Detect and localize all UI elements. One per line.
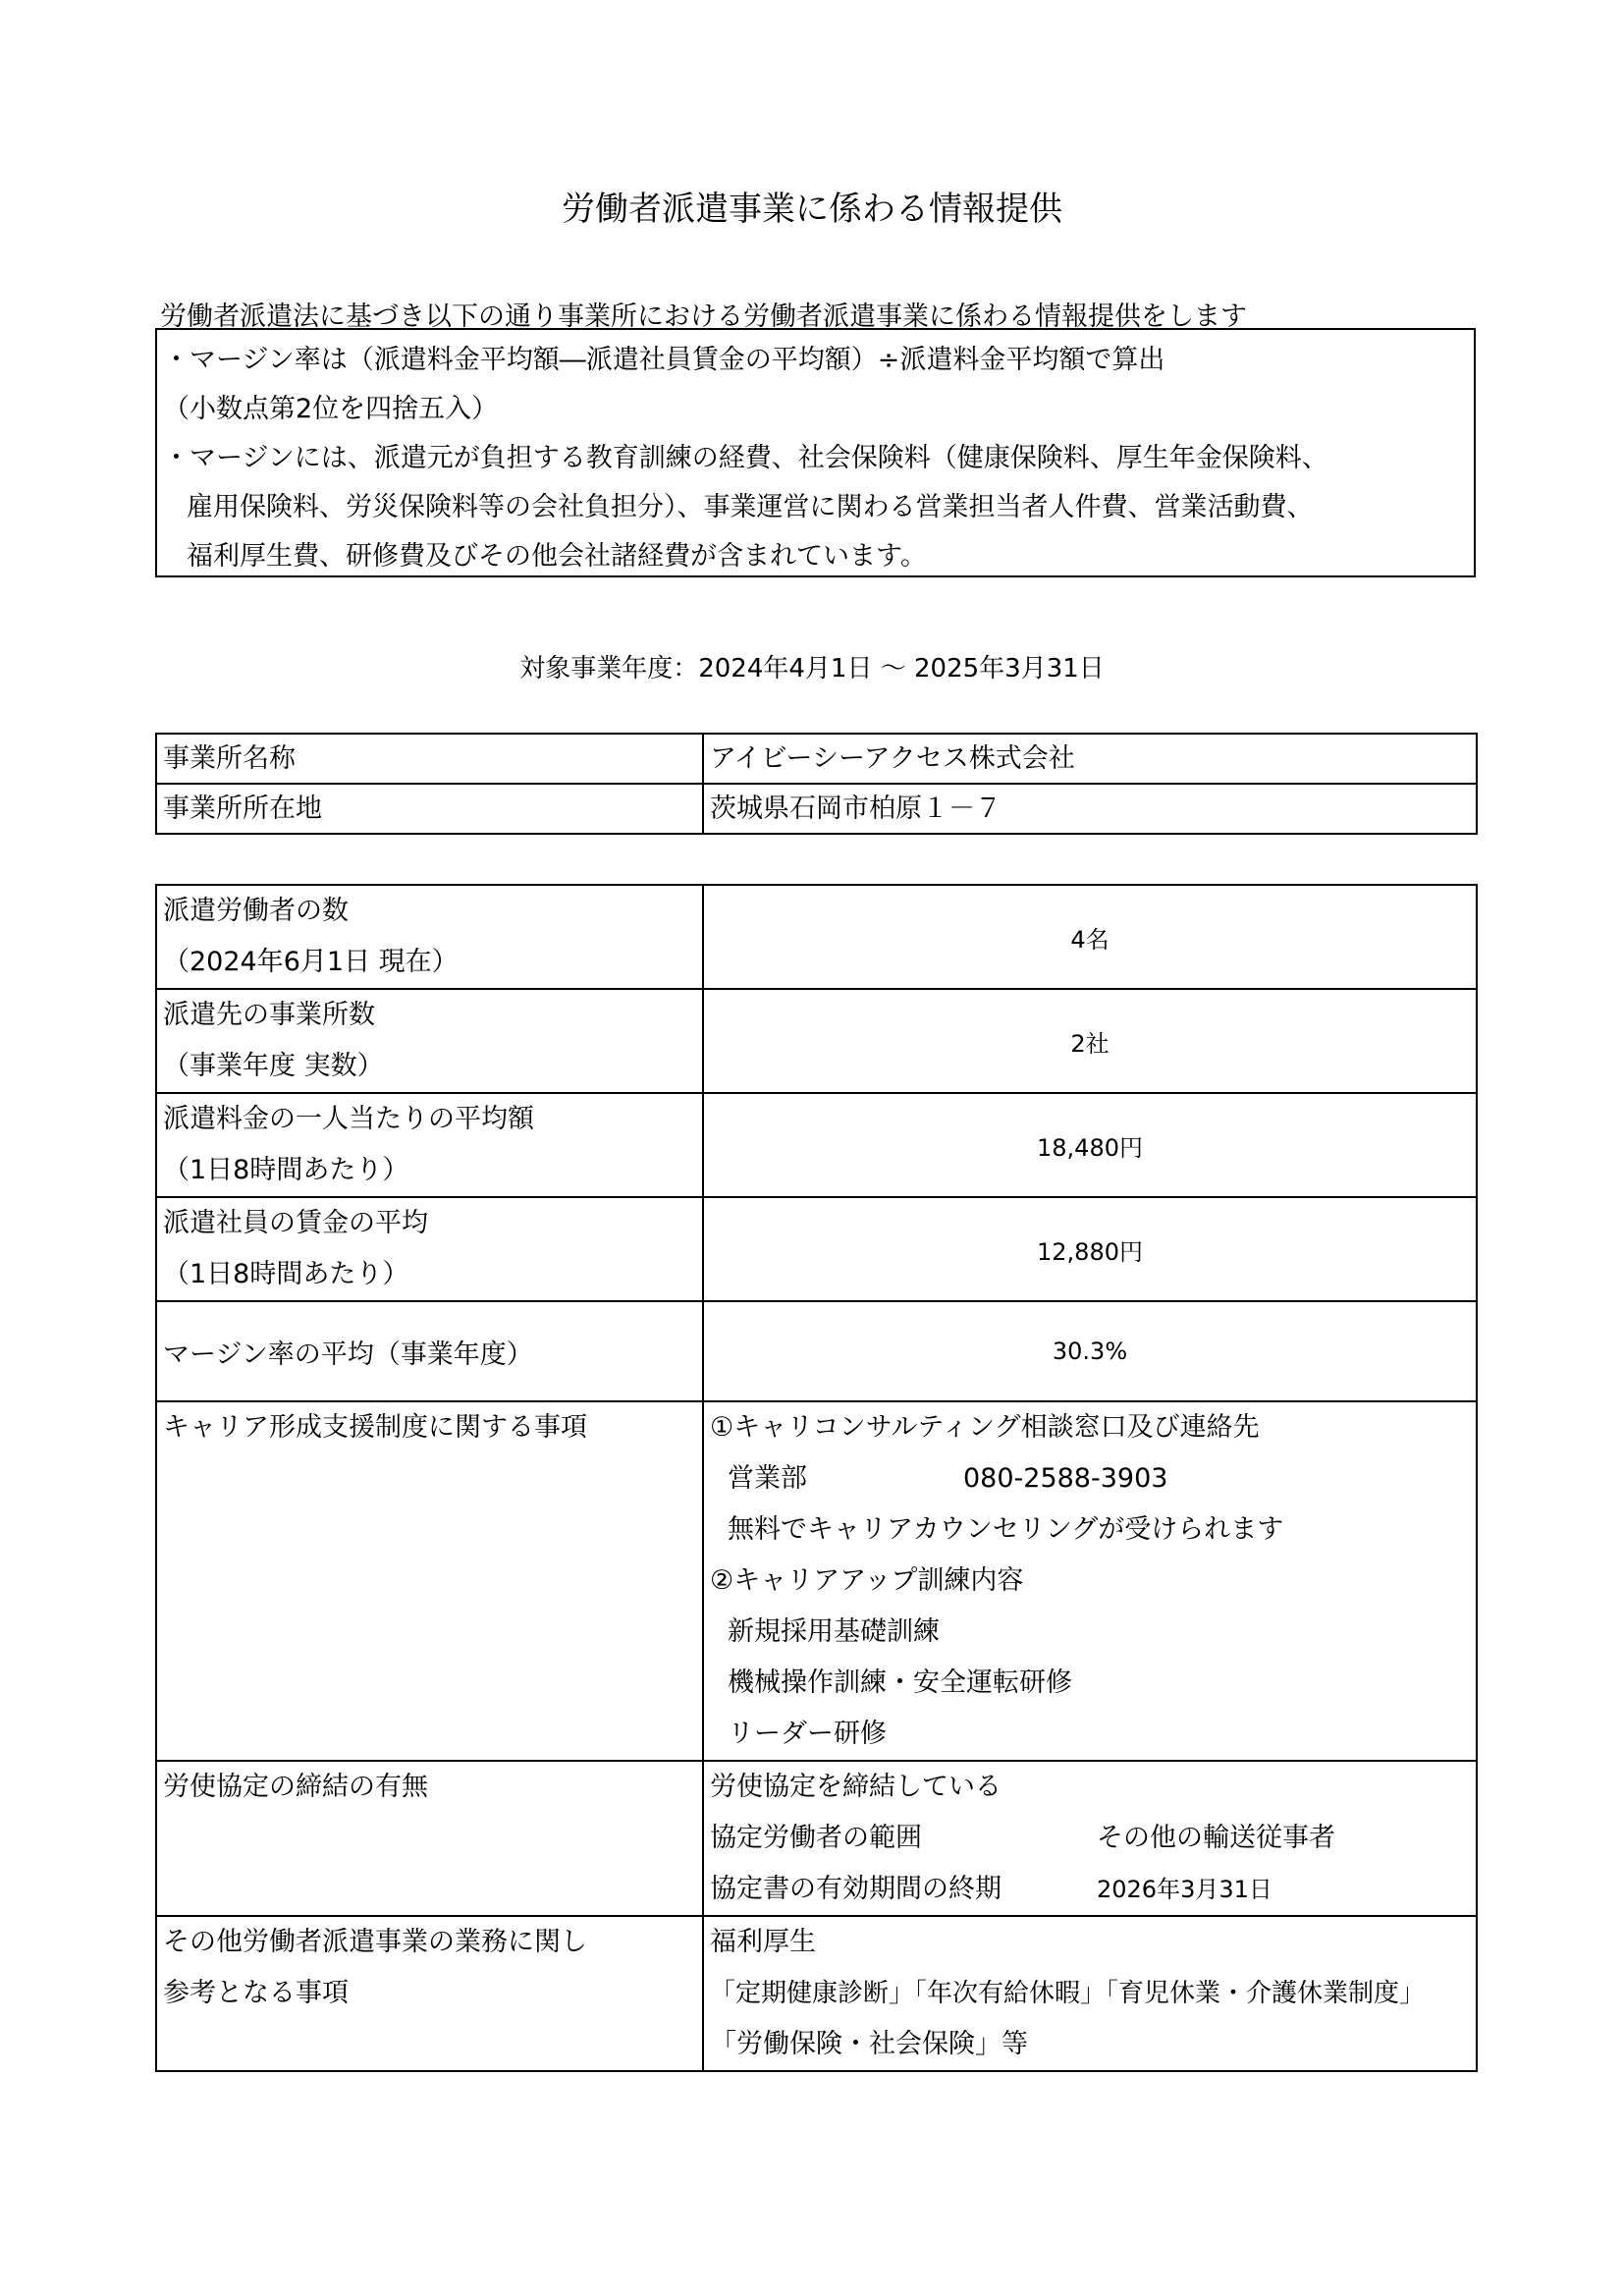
fee-label: 派遣料金の一人当たりの平均額: [163, 1104, 534, 1134]
other-line: 福利厚生: [710, 1927, 816, 1957]
page-title: 労働者派遣事業に係わる情報提供: [562, 190, 1062, 229]
table-row: [156, 1093, 1477, 1197]
agreement-scope-value: その他の輸送従事者: [1097, 1823, 1335, 1853]
table-row: [156, 1301, 1477, 1401]
career-line: 無料でキャリアカウンセリングが受けられます: [728, 1514, 1284, 1545]
fiscal-period: 対象事業年度：2024年4月1日 ～ 2025年3月31日: [519, 654, 1105, 683]
margin-notes-box: [155, 328, 1476, 577]
agreement-label-cell: [156, 1761, 703, 1916]
note-line: 福利厚生費、研修費及びその他会社諸経費が含まれています。: [187, 541, 927, 572]
workers-label: 派遣労働者の数: [163, 896, 349, 926]
career-label-cell: [156, 1401, 703, 1761]
margin-value: 30.3%: [703, 1301, 1477, 1401]
other-content: [703, 1916, 1477, 2071]
agreement-scope-label: 協定労働者の範囲: [710, 1823, 922, 1853]
office-table: [155, 733, 1478, 835]
office-name-value: アイビーシーアクセス株式会社: [703, 734, 1477, 784]
career-line: ②キャリアアップ訓練内容: [710, 1565, 1024, 1596]
table-row: [156, 989, 1477, 1093]
office-name-label: 事業所名称: [156, 734, 703, 784]
clients-label-cell: [156, 989, 703, 1093]
note-line: 雇用保険料、労災保険料等の会社負担分）、事業運営に関わる営業担当者人件費、営業活動費、: [187, 492, 1314, 522]
agreement-term-label: 協定書の有効期間の終期: [710, 1874, 1001, 1904]
agreement-scope-row: [710, 1813, 1470, 1864]
other-label-cell: [156, 1916, 703, 2071]
note-line: ・マージン率は（派遣料金平均額―派遣社員賃金の平均額）÷派遣料金平均額で算出: [163, 345, 1165, 375]
clients-label: 派遣先の事業所数: [163, 1000, 375, 1030]
career-contact-row: [710, 1453, 1470, 1504]
table-row: [156, 734, 1477, 784]
career-content: [703, 1401, 1477, 1761]
wage-value: 12,880円: [703, 1197, 1477, 1301]
career-line: 新規採用基礎訓練: [728, 1616, 940, 1647]
fee-sublabel: （1日8時間あたり）: [163, 1155, 409, 1185]
table-row: [156, 1916, 1477, 2071]
agreement-label: 労使協定の締結の有無: [163, 1772, 428, 1802]
workers-sublabel: （2024年6月1日 現在）: [163, 947, 459, 977]
other-line: 「労働保険・社会保険」等: [710, 2029, 1028, 2059]
wage-label-cell: [156, 1197, 703, 1301]
table-row: [156, 1197, 1477, 1301]
agreement-status: 労使協定を締結している: [710, 1772, 1001, 1802]
agreement-content: [703, 1761, 1477, 1916]
career-dept: 営業部: [728, 1463, 807, 1494]
other-label: その他労働者派遣事業の業務に関し: [163, 1927, 587, 1957]
office-address-value: 茨城県石岡市柏原１－７: [703, 784, 1477, 834]
table-row: [156, 885, 1477, 989]
wage-sublabel: （1日8時間あたり）: [163, 1259, 409, 1289]
career-line: リーダー研修: [728, 1719, 887, 1749]
margin-label: マージン率の平均（事業年度）: [156, 1301, 703, 1401]
fee-label-cell: [156, 1093, 703, 1197]
note-line: ・マージンには、派遣元が負担する教育訓練の経費、社会保険料（健康保険料、厚生年金保険料、: [163, 443, 1328, 473]
agreement-term-row: [710, 1864, 1470, 1915]
table-row: [156, 1761, 1477, 1916]
agreement-term-value: 2026年3月31日: [1097, 1876, 1272, 1903]
table-row: [156, 784, 1477, 834]
other-line: 「定期健康診断」「年次有給休暇」「育児休業・介護休業制度」: [710, 1979, 1426, 2008]
table-row: [156, 1401, 1477, 1761]
clients-sublabel: （事業年度 実数）: [163, 1051, 384, 1081]
career-phone: 080-2588-3903: [963, 1463, 1168, 1494]
clients-value: 2社: [703, 989, 1477, 1093]
office-address-label: 事業所所在地: [156, 784, 703, 834]
wage-label: 派遣社員の賃金の平均: [163, 1208, 428, 1238]
note-line: （小数点第2位を四捨五入）: [163, 394, 499, 424]
workers-label-cell: [156, 885, 703, 989]
career-line: ①キャリコンサルティング相談窓口及び連絡先: [710, 1412, 1260, 1443]
workers-value: 4名: [703, 885, 1477, 989]
fee-value: 18,480円: [703, 1093, 1477, 1197]
other-sublabel: 参考となる事項: [163, 1978, 349, 2008]
career-label: キャリア形成支援制度に関する事項: [163, 1412, 587, 1443]
career-line: 機械操作訓練・安全運転研修: [728, 1667, 1072, 1698]
dispatch-info-table: [155, 884, 1478, 2072]
intro-text: 労働者派遣法に基づき以下の通り事業所における労働者派遣事業に係わる情報提供をします: [160, 301, 1247, 332]
